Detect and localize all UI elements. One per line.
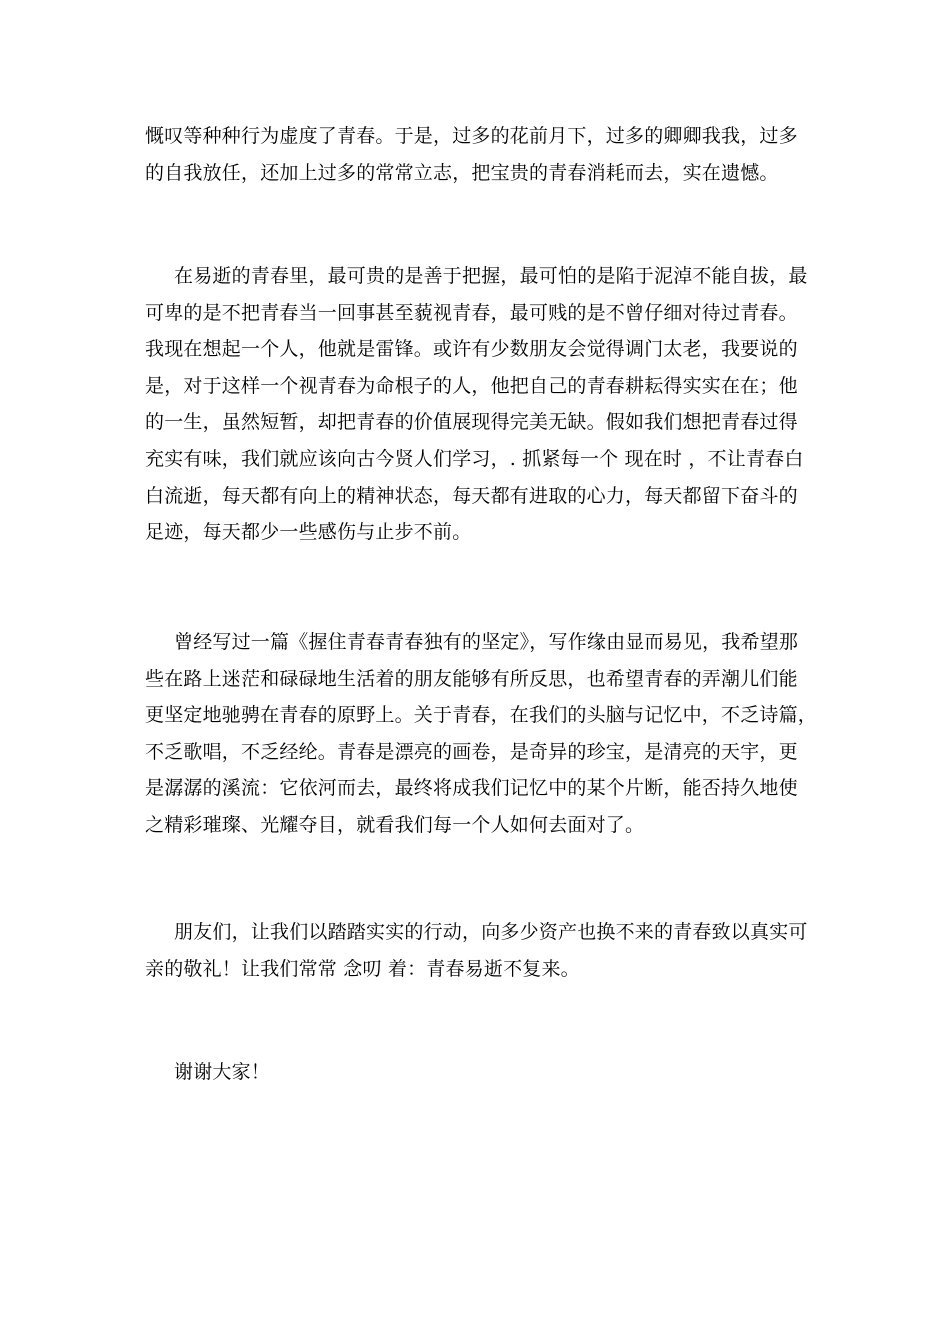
paragraph-2 — [145, 258, 810, 551]
paragraph-4 — [145, 914, 810, 987]
paragraph-3 — [145, 624, 818, 844]
paragraph-2-line-8: 足迹，每天都少一些感伤与止步不前。 — [145, 521, 472, 544]
paragraph-3-line-5: 是潺潺的溪流：它依河而去，最终将成我们记忆中的某个片断，能否持久地使 — [145, 777, 798, 800]
paragraph-1-line-1: 慨叹等种种行为虚度了青春。于是，过多的花前月下，过多的卿卿我我，过多 — [145, 125, 798, 147]
paragraph-3-line-4: 不乏歌唱，不乏经纶。青春是漂亮的画卷，是奇异的珍宝，是清亮的天宇，更 — [145, 740, 798, 763]
paragraph-2-line-3: 我现在想起一个人，他就是雷锋。或许有少数朋友会觉得调门太老，我要说的 — [145, 338, 798, 361]
paragraph-4-line-1: 朋友们，让我们以踏踏实实的行动，向多少资产也换不来的青春致以真实可 — [174, 921, 808, 943]
paragraph-3-line-6: 之精彩璀璨、光耀夺目，就看我们每一个人如何去面对了。 — [145, 813, 645, 836]
paragraph-1 — [145, 118, 810, 191]
paragraph-2-line-5: 的一生，虽然短暂，却把青春的价值展现得完美无缺。假如我们想把青春过得 — [145, 411, 798, 434]
paragraph-2-line-6: 充实有味，我们就应该向古今贤人们学习，. 抓紧每一个 现在时 ，不让青春白 — [145, 447, 804, 470]
paragraph-4-line-2: 亲的敬礼！让我们常常 念叨 着：青春易逝不复来。 — [145, 957, 580, 980]
paragraph-2-line-7: 白流逝，每天都有向上的精神状态，每天都有进取的心力，每天都留下奋斗的 — [145, 484, 798, 507]
paragraph-3-line-2: 些在路上迷茫和碌碌地生活着的朋友能够有所反思，也希望青春的弄潮儿们能 — [145, 667, 798, 690]
paragraph-2-line-2: 可卑的是不把青春当一回事甚至藐视青春，最可贱的是不曾仔细对待过青春。 — [145, 301, 798, 324]
paragraph-5 — [145, 1054, 810, 1091]
paragraph-3-line-3: 更坚定地驰骋在青春的原野上。关于青春，在我们的头脑与记忆中，不乏诗篇， — [145, 704, 818, 727]
paragraph-3-line-1: 曾经写过一篇《握住青春青春独有的坚定》，写作缘由显而易见，我希望那 — [174, 631, 799, 653]
paragraph-2-line-4: 是，对于这样一个视青春为命根子的人，他把自己的青春耕耘得实实在在；他 — [145, 374, 798, 397]
paragraph-2-line-1: 在易逝的青春里，最可贵的是善于把握，最可怕的是陷于泥淖不能自拔，最 — [174, 265, 808, 287]
closing-thanks: 谢谢大家！ — [174, 1061, 271, 1083]
paragraph-1-line-2: 的自我放任，还加上过多的常常立志，把宝贵的青春消耗而去，实在遗憾。 — [145, 161, 779, 184]
